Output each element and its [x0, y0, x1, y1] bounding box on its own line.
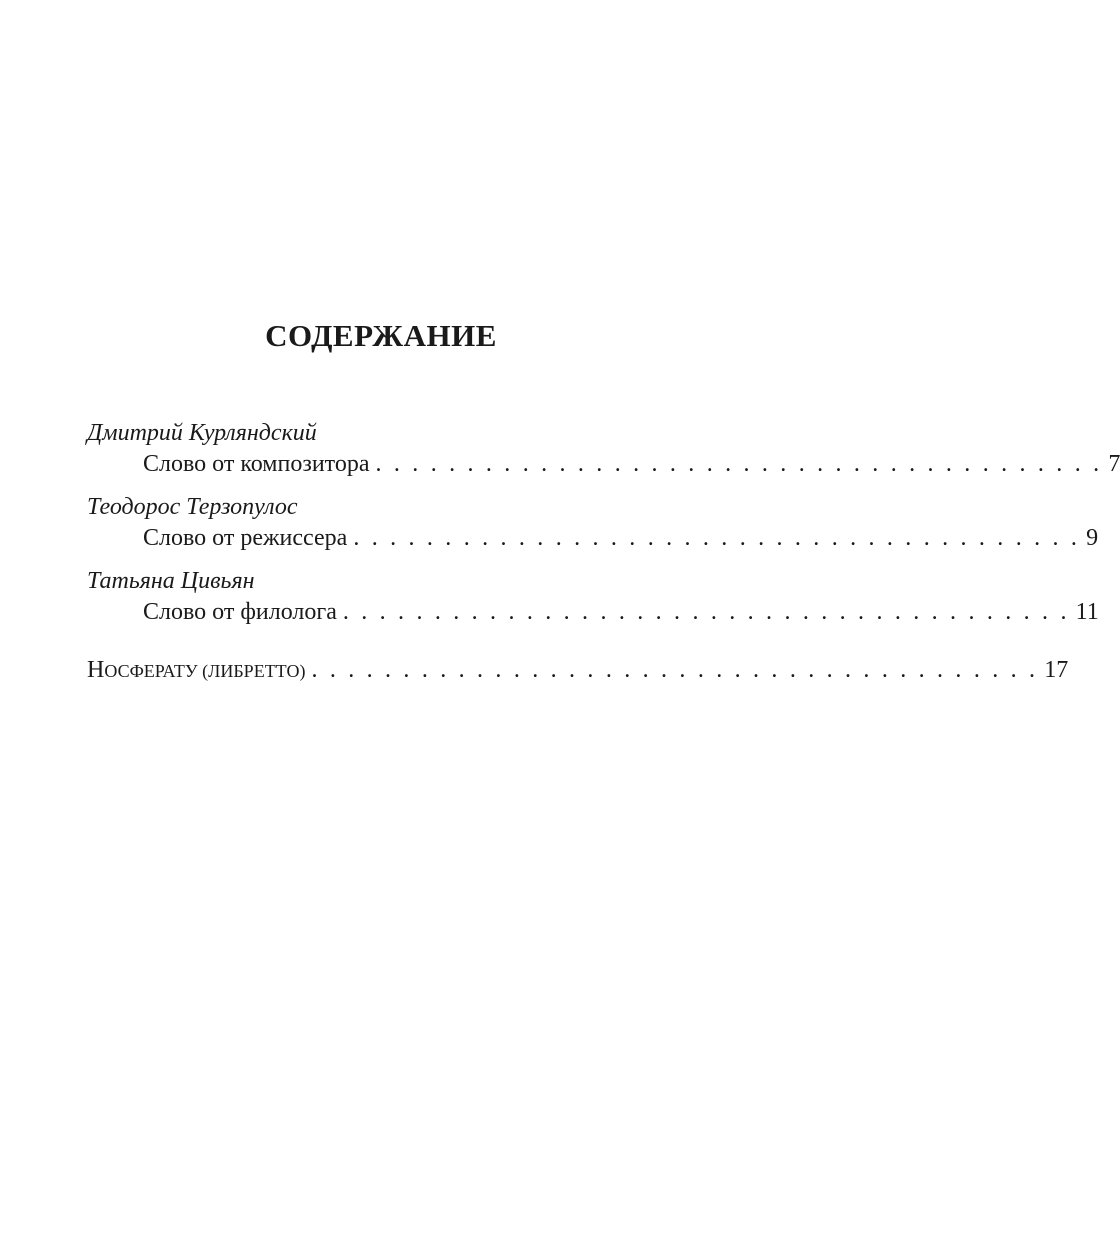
- toc-group: [87, 418, 1120, 480]
- toc-entry[interactable]: [87, 448, 1120, 480]
- toc-group: [87, 492, 1099, 554]
- toc-entry-libretto[interactable]: [87, 654, 1069, 686]
- toc-page-number: 11: [1075, 599, 1099, 625]
- toc-author: Татьяна Цивьян: [87, 568, 255, 594]
- toc-entry-title: Слово от режиссера: [143, 525, 348, 551]
- toc-entry-title: [87, 654, 305, 687]
- toc-entry[interactable]: [87, 522, 1099, 554]
- toc-author: Дмитрий Курляндский: [87, 420, 317, 446]
- toc-author: Теодорос Терзопулос: [87, 494, 298, 520]
- toc-entry-title: Слово от композитора: [143, 451, 370, 477]
- dot-leader: . . . . . . . . . . . . . . . . . . . . . . . . . . . . . . . . . . . . . . . .: [342, 599, 1070, 625]
- title-rest: ОСФЕРАТУ (ЛИБРЕТТО): [104, 661, 306, 681]
- dot-leader: . . . . . . . . . . . . . . . . . . . . . . . . . . . . . . . . . . . . . . . .: [311, 657, 1039, 683]
- toc-page-number: 7: [1108, 451, 1120, 477]
- dot-leader: . . . . . . . . . . . . . . . . . . . . . . . . . . . . . . . . . . . . . . . .: [375, 451, 1103, 477]
- toc-page-number: 9: [1086, 525, 1099, 551]
- toc-entry[interactable]: [87, 596, 1099, 628]
- table-of-contents: [87, 418, 1120, 686]
- toc-entry-title: Слово от филолога: [143, 599, 337, 625]
- toc-page-number: 17: [1044, 657, 1069, 683]
- dot-leader: . . . . . . . . . . . . . . . . . . . . . . . . . . . . . . . . . . . . . . . .: [353, 525, 1081, 551]
- title-initial: Н: [87, 657, 105, 683]
- toc-group: [87, 566, 1099, 628]
- page-title: СОДЕРЖАНИЕ: [265, 318, 497, 353]
